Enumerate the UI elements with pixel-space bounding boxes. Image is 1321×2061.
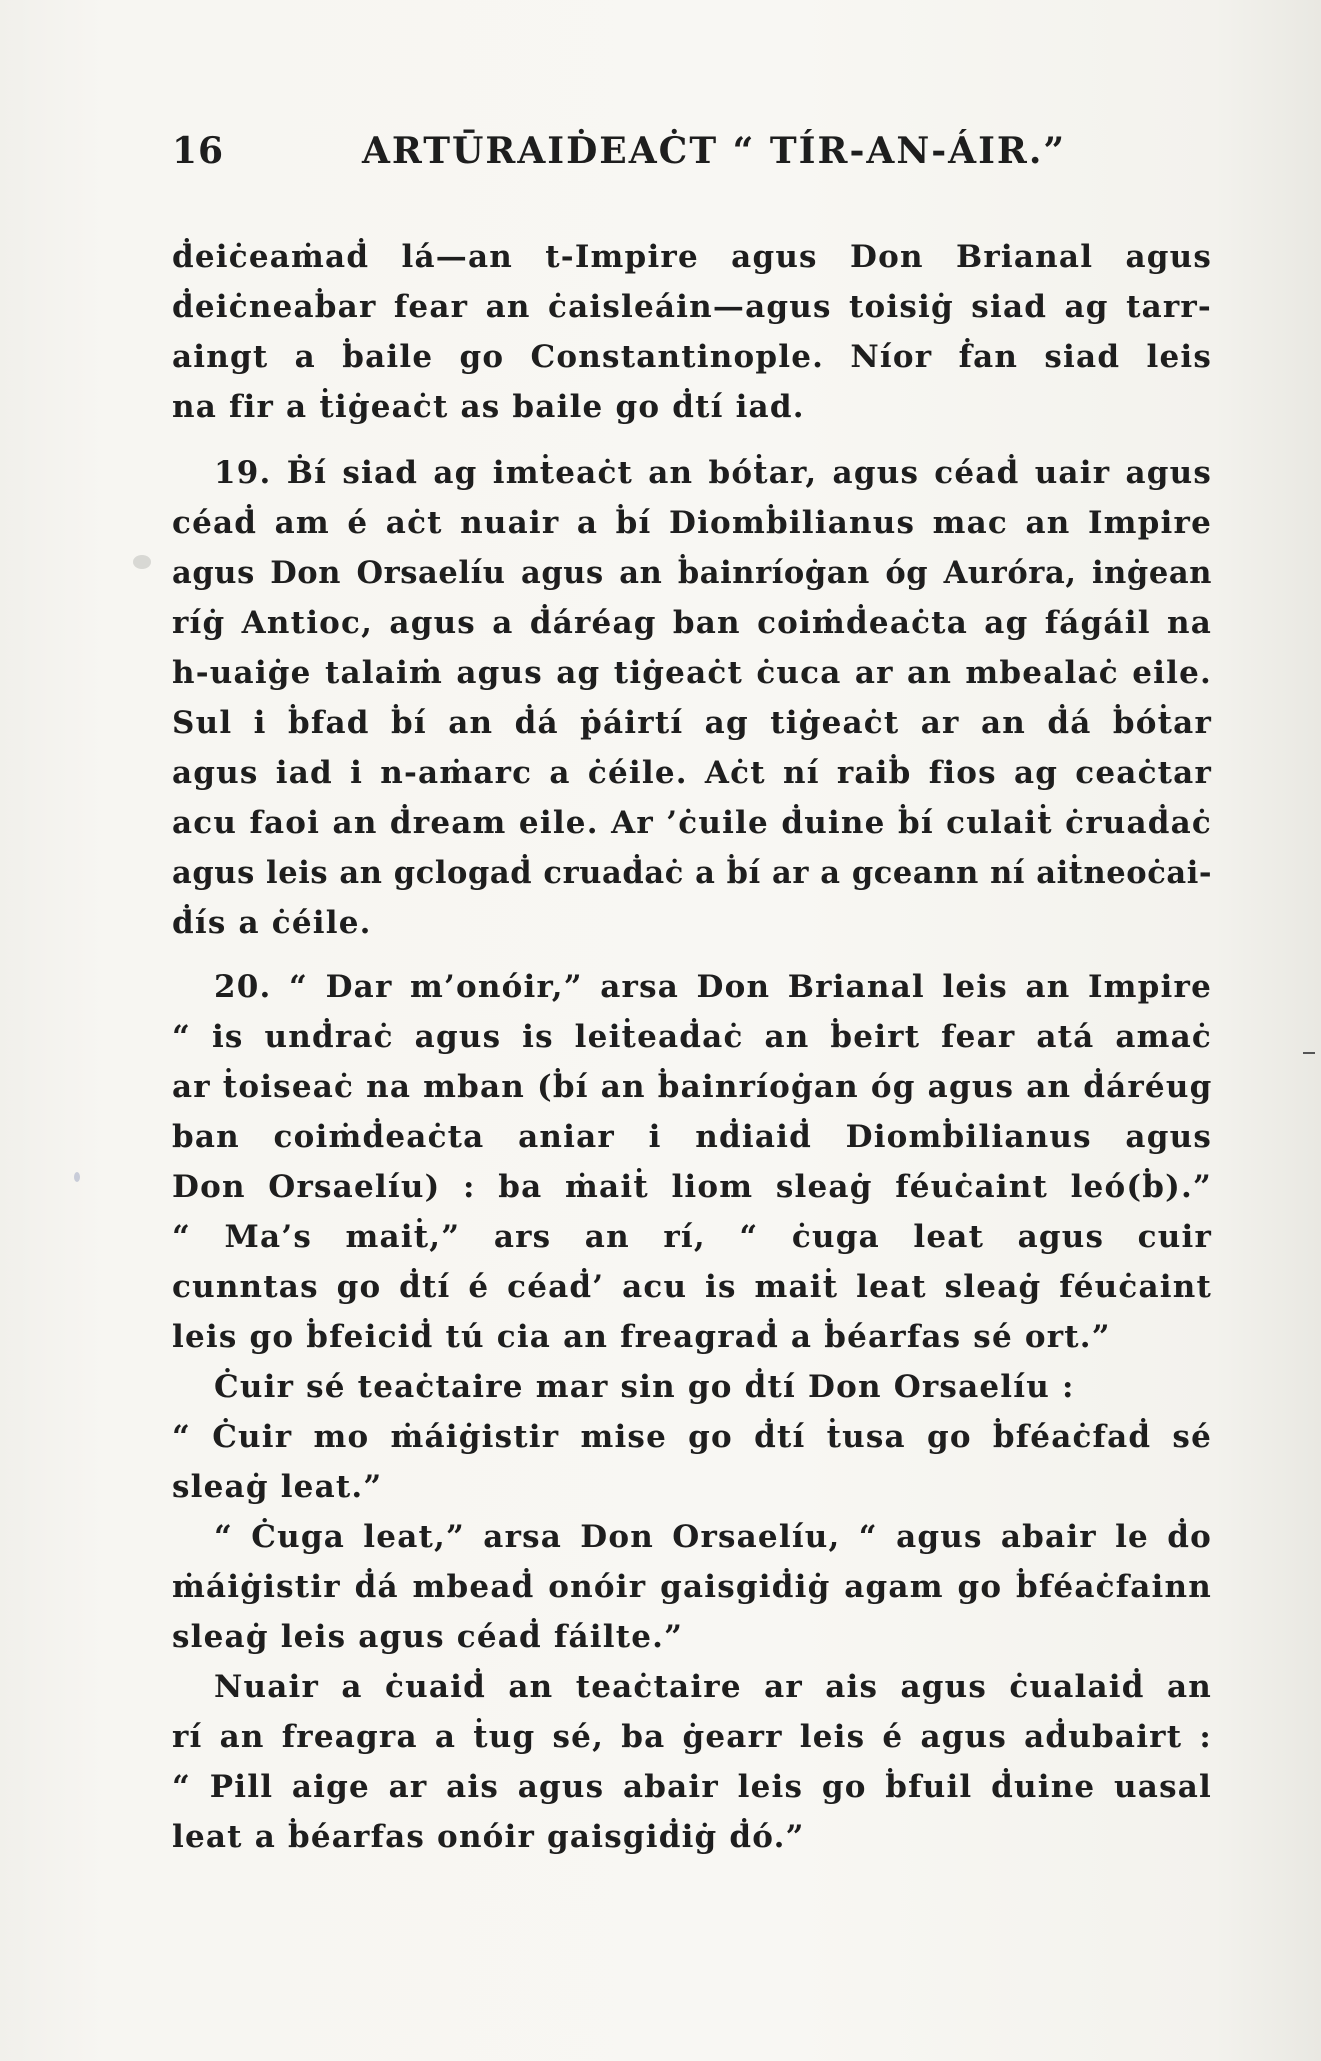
text-line: ḋeiċeaṁaḋ lá—an t-Impire agus Don Brianal agus xyxy=(172,239,1212,275)
text-line: aingt a ḃaile go Constantinople. Níor ḟan siad leis xyxy=(172,339,1212,375)
text-line: “ Ċuir mo ṁáiġistir mise go ḋtí ṫusa go ḃféaċfaḋ sé xyxy=(172,1419,1212,1455)
page-number: 16 xyxy=(172,130,225,172)
text-line: h-uaiġe talaiṁ agus ag tiġeaċt ċuca ar an mbealaċ eile. xyxy=(172,655,1212,691)
text-line: rí an freagra a ṫug sé, ba ġearr leis é agus aḋubairt : xyxy=(172,1719,1212,1755)
text-line: acu faoi an ḋream eile. Ar ’ċuile ḋuine ḃí culaiṫ ċruaḋaċ xyxy=(172,805,1212,841)
text-line: Don Orsaelíu) : ba ṁaiṫ liom sleaġ féuċaint leó(ḃ).” xyxy=(172,1169,1212,1205)
text-line: agus Don Orsaelíu agus an ḃainríoġan óg Auróra, inġean xyxy=(172,555,1212,591)
page-header xyxy=(172,130,1172,190)
paragraph-19 xyxy=(172,448,1212,948)
text-line: 19. Ḃí siad ag imṫeaċt an bóṫar, agus céaḋ uair agus xyxy=(214,455,1212,491)
text-line: ḋís a ċéile. xyxy=(172,905,372,941)
text-line: céaḋ am é aċt nuair a ḃí Diomḃilianus mac an Impire xyxy=(172,505,1212,541)
text-line: na fir a ṫiġeaċt as baile go ḋtí iad. xyxy=(172,389,805,425)
text-line: ṁáiġistir ḋá mbeaḋ onóir gaisgiḋiġ agam go ḃféaċfainn xyxy=(172,1569,1212,1605)
text-line: “ is unḋraċ agus is leiṫeaḋaċ an ḃeirt fear atá amaċ xyxy=(172,1019,1212,1055)
text-line: “ Ma’s maiṫ,” ars an rí, “ ċuga leat agus cuir xyxy=(172,1219,1212,1255)
text-line: ban coiṁḋeaċta aniar i nḋiaiḋ Diomḃilianus agus xyxy=(172,1119,1212,1155)
paper-speck xyxy=(74,1172,80,1182)
text-line: ar ṫoiseaċ na mban (ḃí an ḃainríoġan óg agus an ḋáréug xyxy=(172,1069,1213,1105)
text-line: ríġ Antioc, agus a ḋáréag ban coiṁḋeaċta ag fágáil na xyxy=(172,605,1212,641)
text-line: Nuair a ċuaiḋ an teaċtaire ar ais agus ċualaiḋ an xyxy=(214,1669,1212,1705)
text-line: cunntas go ḋtí é céaḋ’ acu is maiṫ leat sleaġ féuċaint xyxy=(172,1269,1212,1305)
text-line: 20. “ Dar m’onóir,” arsa Don Brianal leis an Impire xyxy=(214,969,1212,1005)
paragraph-continuation xyxy=(172,232,1212,432)
text-line: sleaġ leis agus céaḋ fáilte.” xyxy=(172,1619,684,1655)
edge-mark xyxy=(1303,1052,1315,1054)
running-title: ARTŪRAIḊEAĊT “ TÍR-AN-ÁIR.” xyxy=(362,130,1067,172)
text-line: “ Ċuga leat,” arsa Don Orsaelíu, “ agus abair le ḋo xyxy=(214,1519,1212,1555)
text-line: Ċuir sé teaċtaire mar sin go ḋtí Don Orsaelíu : xyxy=(214,1369,1075,1405)
text-line: Sul i ḃfad ḃí an ḋá ṗáirtí ag tiġeaċt ar an ḋá ḃóṫar xyxy=(172,705,1212,741)
text-line: “ Pill aige ar ais agus abair leis go ḃfuil ḋuine uasal xyxy=(172,1769,1212,1805)
paragraph-20 xyxy=(172,962,1212,1862)
text-line: ḋeiċneaḃar fear an ċaisleáin—agus toisiġ siad ag tarr- xyxy=(172,289,1212,325)
text-line: leis go ḃfeiciḋ tú cia an freagraḋ a ḃéarfas sé ort.” xyxy=(172,1319,1111,1355)
paper-smudge xyxy=(133,555,151,569)
text-line: leat a ḃéarfas onóir gaisgiḋiġ ḋó.” xyxy=(172,1819,805,1855)
text-line: sleaġ leat.” xyxy=(172,1469,383,1505)
text-line: agus iad i n-aṁarc a ċéile. Aċt ní raiḃ fios ag ceaċtar xyxy=(172,755,1212,791)
text-line: agus leis an gclogaḋ cruaḋaċ a ḃí ar a gceann ní aiṫneoċai- xyxy=(172,855,1213,891)
